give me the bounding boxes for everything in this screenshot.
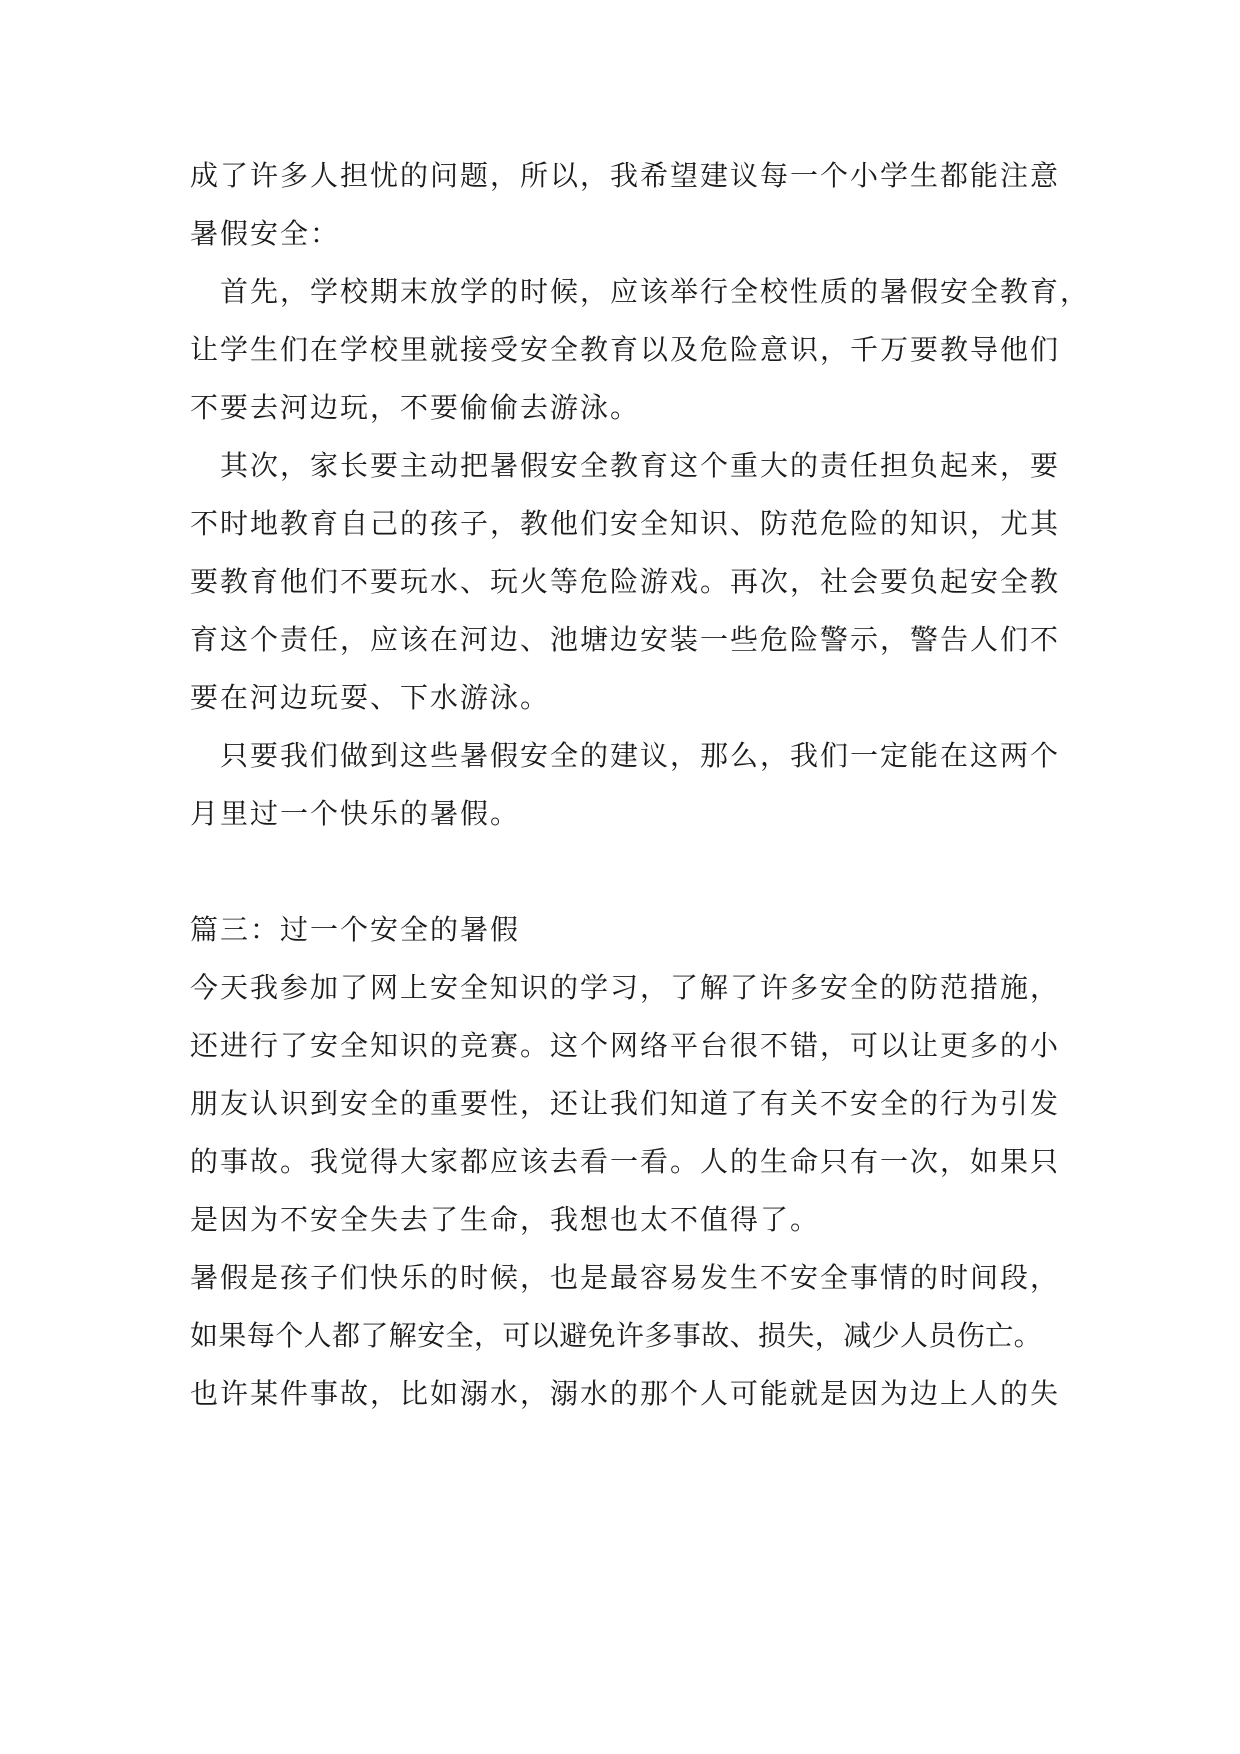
text-line: 还进行了安全知识的竞赛。这个网络平台很不错，可以让更多的小 [190, 1029, 1061, 1062]
text-line: 月里过一个快乐的暑假。 [190, 797, 521, 830]
text-line: 暑假安全： [190, 217, 341, 250]
text-line: 要教育他们不要玩水、玩火等危险游戏。再次，社会要负起安全教 [190, 565, 1061, 598]
text-line: 不要去河边玩，不要偷偷去游泳。 [190, 391, 641, 424]
section-heading: 篇三：过一个安全的暑假 [190, 913, 521, 946]
text-line: 如果每个人都了解安全，可以避免许多事故、损失，减少人员伤亡。 [190, 1319, 1043, 1352]
text-line: 只要我们做到这些暑假安全的建议，那么，我们一定能在这两个 [190, 739, 1061, 772]
text-line: 也许某件事故，比如溺水，溺水的那个人可能就是因为边上人的失 [190, 1377, 1061, 1410]
text-line: 不时地教育自己的孩子，教他们安全知识、防范危险的知识，尤其 [190, 507, 1061, 540]
text-line: 成了许多人担忧的问题，所以，我希望建议每一个小学生都能注意 [190, 159, 1061, 192]
text-line: 让学生们在学校里就接受安全教育以及危险意识，千万要教导他们 [190, 333, 1061, 366]
text-line: 暑假是孩子们快乐的时候，也是最容易发生不安全事情的时间段， [190, 1261, 1061, 1294]
text-line: 是因为不安全失去了生命，我想也太不值得了。 [190, 1203, 821, 1236]
text-line: 育这个责任，应该在河边、池塘边安装一些危险警示，警告人们不 [190, 623, 1061, 656]
text-line: 其次，家长要主动把暑假安全教育这个重大的责任担负起来，要 [190, 449, 1061, 482]
text-line: 的事故。我觉得大家都应该去看一看。人的生命只有一次，如果只 [190, 1145, 1061, 1178]
text-line: 首先，学校期末放学的时候，应该举行全校性质的暑假安全教育， [190, 275, 1091, 308]
text-line: 要在河边玩耍、下水游泳。 [190, 681, 551, 714]
text-line: 朋友认识到安全的重要性，还让我们知道了有关不安全的行为引发 [190, 1087, 1061, 1120]
text-line: 今天我参加了网上安全知识的学习，了解了许多安全的防范措施， [190, 971, 1061, 1004]
